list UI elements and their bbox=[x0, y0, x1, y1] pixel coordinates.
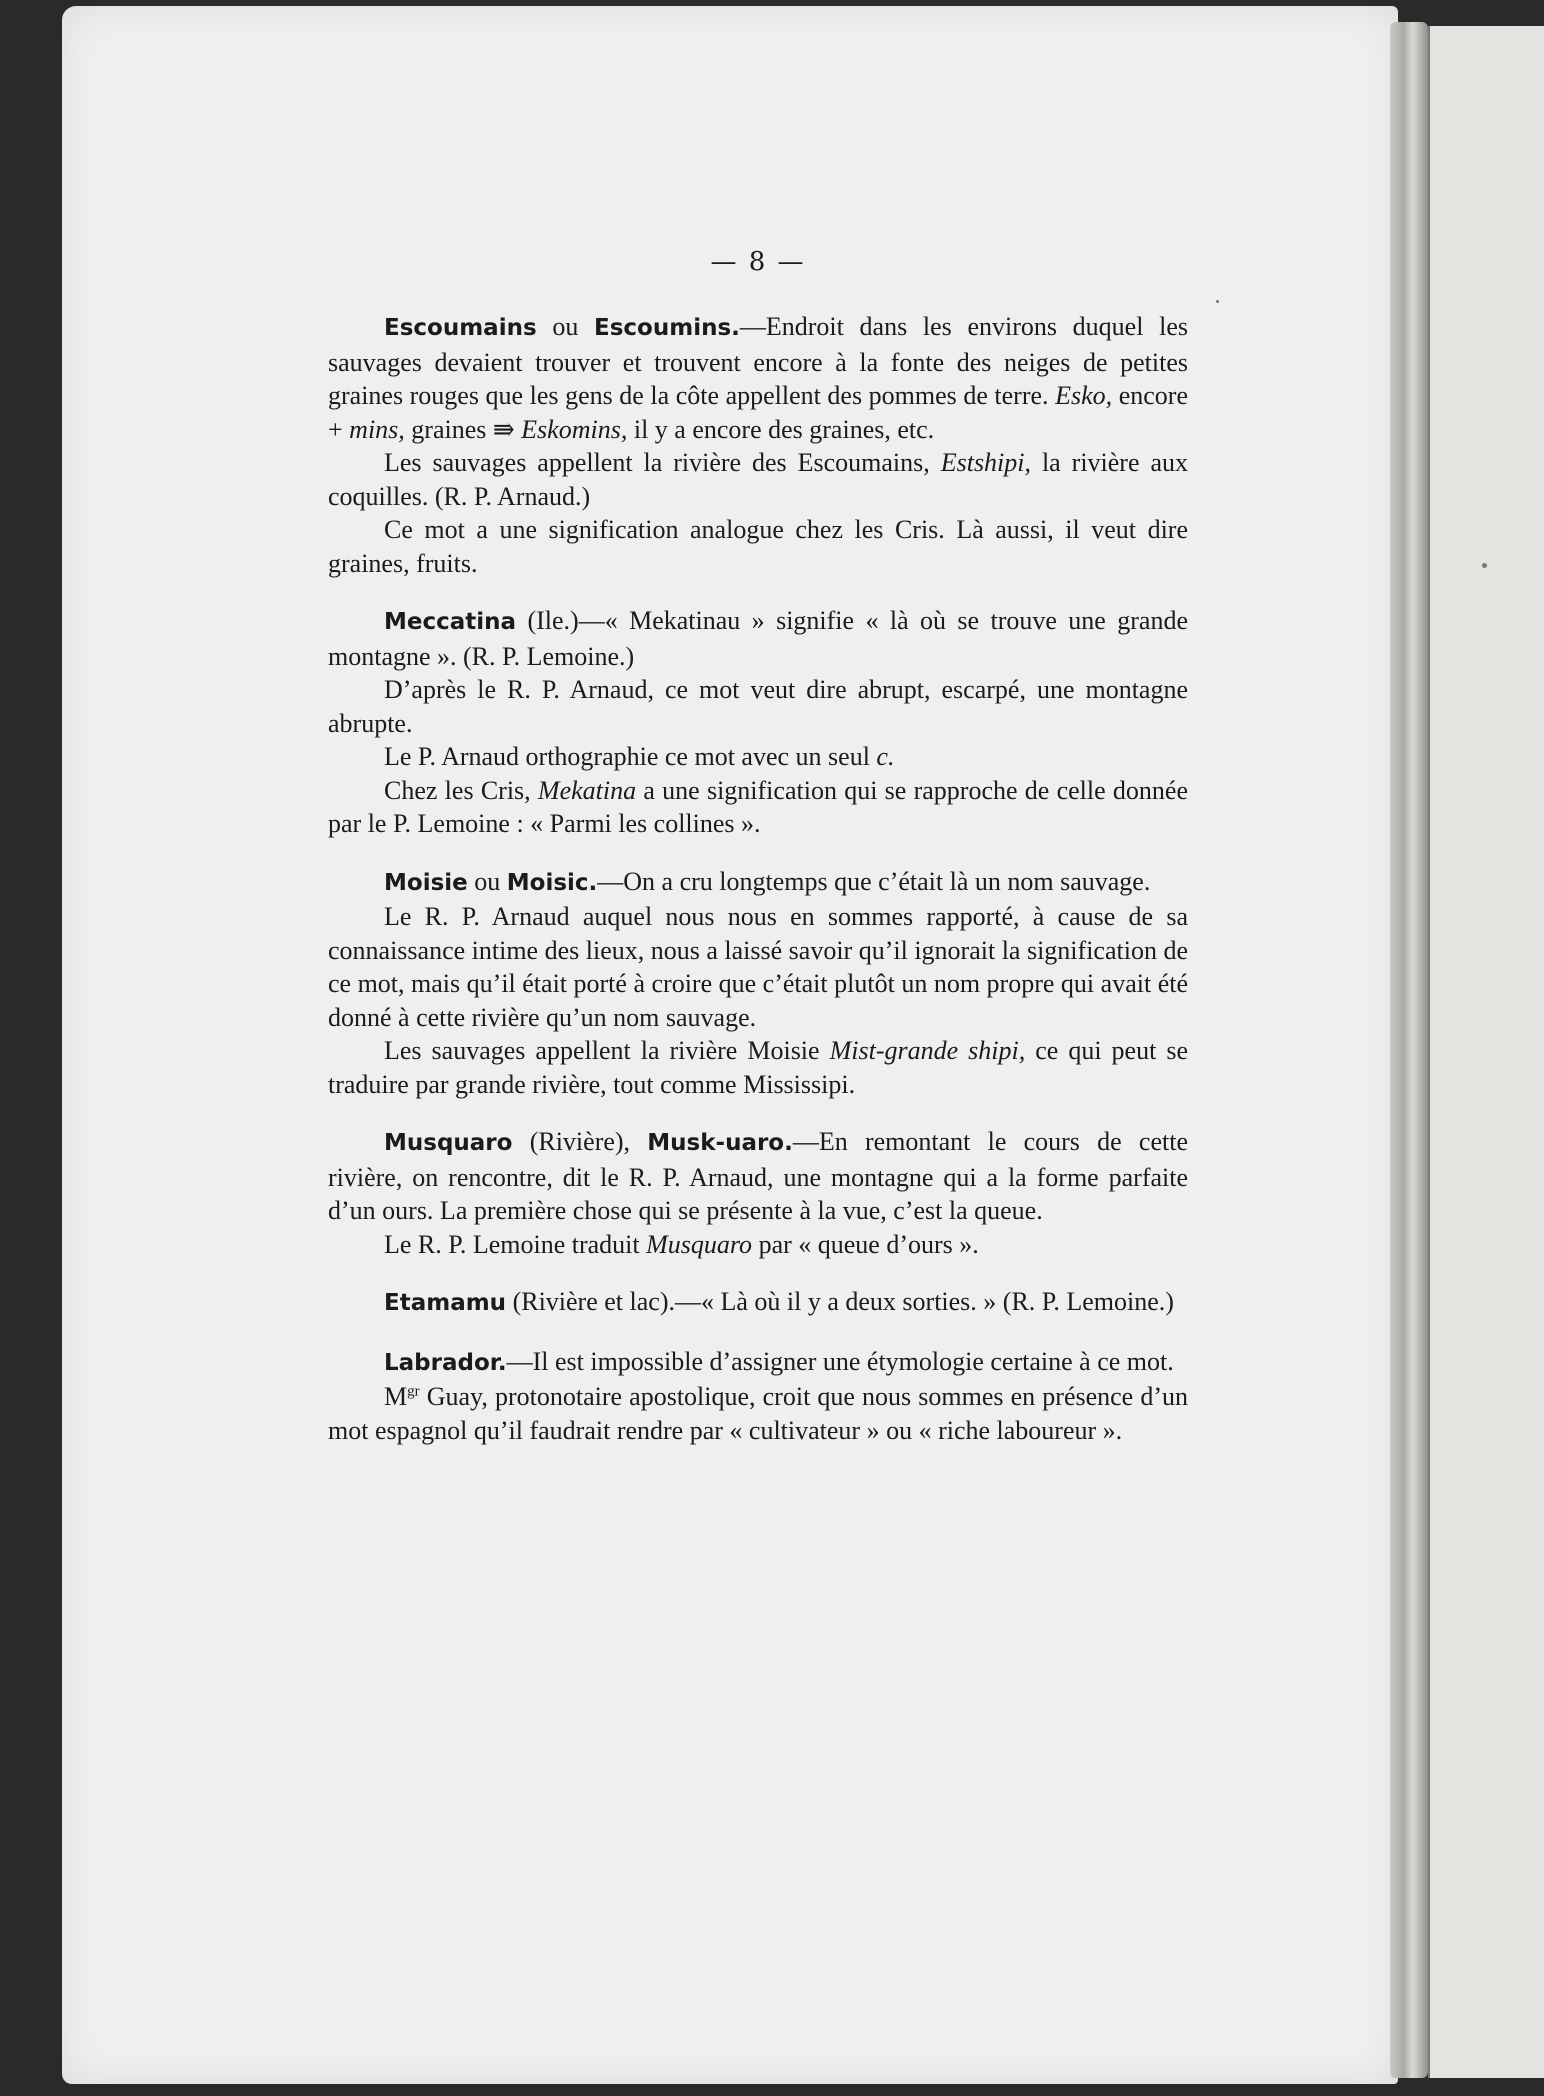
entry-paragraph bbox=[328, 740, 1188, 774]
text-run: a une signification qui se rapproche de celle donnée par le P. Lemoine : « Parmi les collines ». bbox=[328, 775, 1188, 838]
entry-term: Escoumains bbox=[384, 315, 537, 341]
entry-paragraph bbox=[328, 1345, 1188, 1381]
entry-paragraph bbox=[328, 1228, 1188, 1262]
paper-speck bbox=[1482, 563, 1487, 568]
text-run: Le R. P. Lemoine traduit bbox=[384, 1229, 647, 1259]
entry-paragraph bbox=[328, 900, 1188, 1034]
entry-paragraph bbox=[328, 1034, 1188, 1101]
text-run: graines ⇛ bbox=[404, 414, 522, 444]
text-run: D’après le R. P. Arnaud, ce mot veut dire abrupt, escarpé, une montagne abrupte. bbox=[328, 675, 1188, 738]
entry-paragraph bbox=[328, 1125, 1188, 1228]
entry-paragraph bbox=[328, 604, 1188, 673]
text-run: Le R. P. Arnaud auquel nous nous en sommes rapporté, à cause de sa connaissance intime des lieux, nous a laissé savoir qu’il ignorait la signification de ce mot, mais qu’il était porté à croire que c’était plutôt un nom propre qui avait été donné à cette rivière qu’un nom sauvage. bbox=[328, 902, 1188, 1032]
entry-term: Labrador. bbox=[384, 1349, 507, 1376]
entry-paragraph bbox=[328, 513, 1188, 580]
text-run: ou bbox=[536, 312, 595, 341]
text-run: Guay, protonotaire apostolique, croit que nous sommes en présence d’un mot espagnol qu’il faudrait rendre par « cultivateur » ou « riche laboureur ». bbox=[328, 1382, 1188, 1445]
paper-speck bbox=[1216, 300, 1219, 303]
text-run: Les sauvages appellent la rivière des Escoumains, bbox=[384, 448, 941, 477]
italic-word: Estshipi, bbox=[940, 448, 1032, 477]
entry-etamamu bbox=[328, 1285, 1188, 1321]
entry-term: Musquaro bbox=[384, 1130, 513, 1156]
entry-term: Musk-uaro. bbox=[647, 1130, 793, 1156]
text-run: (Ile.)—« Mekatinau » signifie « là où se trouve une grande montagne ». (R. P. Lemoine.) bbox=[328, 606, 1188, 671]
italic-word: Mist-grande shipi, bbox=[829, 1036, 1026, 1065]
adjacent-page-edge bbox=[1428, 26, 1544, 2078]
text-run: (Rivière), bbox=[512, 1127, 648, 1156]
entry-term: Moisie bbox=[384, 869, 468, 896]
entry-paragraph bbox=[328, 1285, 1188, 1321]
entry-term: Escoumins. bbox=[594, 315, 740, 341]
page-binding-fold bbox=[1390, 22, 1428, 2078]
entry-moisie bbox=[328, 865, 1188, 1102]
entry-paragraph bbox=[328, 774, 1188, 841]
entry-term: Etamamu bbox=[384, 1290, 507, 1316]
entry-paragraph bbox=[328, 1380, 1188, 1447]
entry-escoumains bbox=[328, 310, 1188, 580]
italic-word: Esko, bbox=[1055, 381, 1113, 410]
text-run: (Rivière et lac).—« Là où il y a deux sorties. » (R. P. Lemoine.) bbox=[506, 1287, 1174, 1316]
entry-term: Meccatina bbox=[384, 609, 517, 635]
text-run: —Il est impossible d’assigner une étymologie certaine à ce mot. bbox=[506, 1346, 1174, 1376]
entry-paragraph bbox=[328, 865, 1188, 901]
dictionary-entries bbox=[328, 310, 1188, 1471]
italic-word: c. bbox=[876, 742, 895, 771]
italic-word: mins, bbox=[349, 414, 405, 444]
italic-word: Eskomins, bbox=[521, 414, 628, 444]
text-run: —On a cru longtemps que c’était là un nom sauvage. bbox=[597, 866, 1151, 896]
entry-paragraph bbox=[328, 310, 1188, 446]
text-run: par « queue d’ours ». bbox=[752, 1229, 979, 1259]
italic-word: Musquaro bbox=[646, 1229, 753, 1259]
entry-term: Moisic. bbox=[506, 869, 598, 896]
entry-meccatina bbox=[328, 604, 1188, 841]
text-run: la rivière aux coquilles. (R. P. Arnaud.) bbox=[328, 448, 1188, 511]
text-run: Le P. Arnaud orthographie ce mot avec un seul bbox=[384, 742, 877, 771]
text-run: —Endroit dans les environs duquel les sauvages devaient trouver et trouvent encore à la fonte des neiges de petites graines rouges que les gens de la côte appellent des pommes de terre. bbox=[328, 312, 1188, 410]
text-run: encore + bbox=[328, 381, 1188, 444]
italic-word: Mekatina bbox=[537, 775, 637, 805]
entry-musquaro bbox=[328, 1125, 1188, 1261]
text-run: —En remontant le cours de cette rivière, on rencontre, dit le R. P. Arnaud, une montagne qui a la forme parfaite d’un ours. La première chose qui se présente à la vue, c’est la queue. bbox=[328, 1127, 1188, 1225]
entry-paragraph bbox=[328, 446, 1188, 513]
text-run: Chez les Cris, bbox=[384, 775, 538, 805]
text-run: M bbox=[384, 1382, 408, 1411]
superscript: gr bbox=[407, 1383, 420, 1400]
text-run: ou bbox=[467, 866, 507, 896]
entry-labrador bbox=[328, 1345, 1188, 1448]
text-run: Ce mot a une signification analogue chez les Cris. Là aussi, il veut dire graines, fruits. bbox=[328, 515, 1188, 578]
text-run: Les sauvages appellent la rivière Moisie bbox=[384, 1036, 830, 1065]
text-run: il y a encore des graines, etc. bbox=[627, 414, 935, 444]
page-number: — 8 — bbox=[710, 247, 806, 277]
text-run: ce qui peut se traduire par grande rivière, tout comme Mississipi. bbox=[328, 1036, 1188, 1099]
entry-paragraph bbox=[328, 673, 1188, 740]
